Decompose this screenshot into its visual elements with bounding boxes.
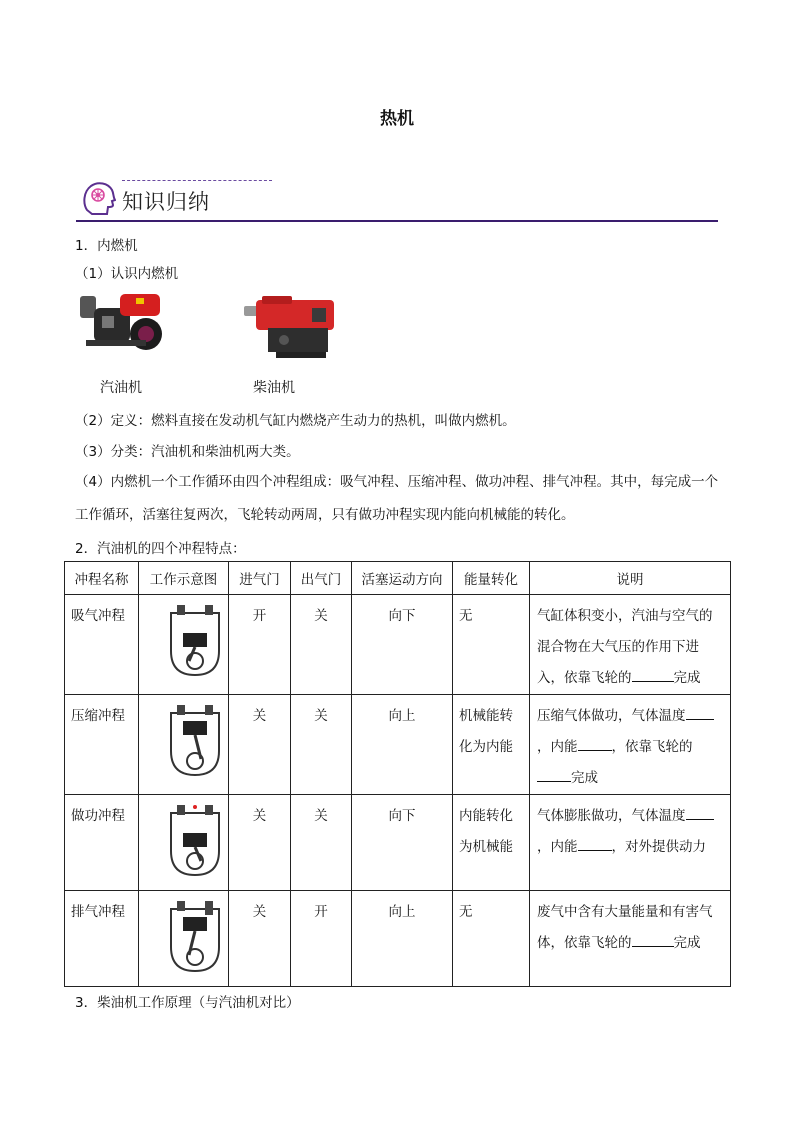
stroke-name: 排气冲程 <box>71 904 125 920</box>
gasoline-engine-image <box>76 288 166 358</box>
stroke-description <box>530 891 730 959</box>
desc-text: ，内能 <box>537 739 578 755</box>
desc-text: 气体膨胀做功，气体温度 <box>537 808 686 824</box>
fill-blank[interactable] <box>686 806 714 821</box>
header-energy-conversion: 能量转化 <box>453 562 530 595</box>
desc-text: 气缸体积变小，汽油与空气的混合物在大气压的作用下进入，依靠飞轮的 <box>537 608 713 686</box>
fill-blank[interactable] <box>632 933 674 948</box>
power-stroke-diagram <box>167 803 223 879</box>
work-cycle-text: （4）内燃机一个工作循环由四个冲程组成：吸气冲程、压缩冲程、做功冲程、排气冲程。其中，每完成一个工作循环，活塞往复两次，飞轮转动两周，只有做功冲程实现内能向机械能的转化。 <box>75 474 719 523</box>
table-row <box>65 795 731 891</box>
fill-blank[interactable] <box>632 668 674 683</box>
diesel-engine-caption: 柴油机 <box>253 380 295 396</box>
stroke-name: 做功冲程 <box>71 808 125 824</box>
gasoline-engine-caption: 汽油机 <box>100 380 142 396</box>
desc-text: ，内能 <box>537 839 578 855</box>
inlet-valve-state: 关 <box>252 904 267 920</box>
inlet-valve-state: 关 <box>252 708 267 724</box>
section-1-sub1: （1）认识内燃机 <box>75 266 179 282</box>
compression-stroke-diagram <box>167 703 223 779</box>
header-piston-direction: 活塞运动方向 <box>352 562 453 595</box>
inlet-valve-state: 关 <box>252 808 267 824</box>
section-1-heading: 1．内燃机 <box>75 238 138 254</box>
stroke-table <box>64 561 731 987</box>
table-row <box>65 891 731 987</box>
inlet-valve-state: 开 <box>252 608 267 624</box>
energy-conversion: 机械能转化为内能 <box>459 708 513 755</box>
desc-text: ，依靠飞轮的 <box>611 739 693 755</box>
desc-text: 完成 <box>673 670 701 686</box>
fill-blank[interactable] <box>578 737 612 752</box>
section-2-heading: 2．汽油机的四个冲程特点： <box>75 541 246 557</box>
stroke-description <box>530 695 730 794</box>
fill-blank[interactable] <box>537 768 571 783</box>
stroke-description <box>530 795 730 863</box>
fill-blank[interactable] <box>578 837 612 852</box>
section-banner <box>76 178 718 222</box>
banner-underline <box>76 220 718 222</box>
energy-conversion: 无 <box>459 608 473 624</box>
diesel-engine-image <box>240 292 340 364</box>
desc-text: ，对外提供动力 <box>611 839 706 855</box>
outlet-valve-state: 开 <box>314 904 328 920</box>
header-outlet-valve: 出气门 <box>291 562 352 595</box>
section-3-heading: 3．柴油机工作原理（与汽油机对比） <box>75 995 300 1011</box>
energy-conversion: 内能转化为机械能 <box>459 808 513 855</box>
brain-head-icon <box>80 180 116 218</box>
piston-direction: 向下 <box>388 808 416 824</box>
fill-blank[interactable] <box>686 706 714 721</box>
stroke-name: 吸气冲程 <box>71 608 125 624</box>
header-description: 说明 <box>530 562 731 595</box>
header-inlet-valve: 进气门 <box>229 562 291 595</box>
piston-direction: 向下 <box>388 608 416 624</box>
table-row <box>65 595 731 695</box>
table-row <box>65 695 731 795</box>
piston-direction: 向上 <box>388 904 416 920</box>
banner-divider <box>122 180 272 181</box>
page-title: 热机 <box>380 109 414 129</box>
desc-text: 废气中含有大量能量和有害气体，依靠飞轮的 <box>537 904 713 951</box>
outlet-valve-state: 关 <box>314 708 328 724</box>
desc-text: 完成 <box>571 770 598 786</box>
banner-title: 知识归纳 <box>122 190 210 214</box>
outlet-valve-state: 关 <box>314 808 328 824</box>
desc-text: 压缩气体做功，气体温度 <box>537 708 686 724</box>
intake-stroke-diagram <box>167 603 223 679</box>
header-diagram: 工作示意图 <box>139 562 229 595</box>
classification-text: （3）分类：汽油机和柴油机两大类。 <box>75 444 300 460</box>
desc-text: 完成 <box>673 935 701 951</box>
outlet-valve-state: 关 <box>314 608 328 624</box>
stroke-description <box>530 595 730 694</box>
definition-text: （2）定义：燃料直接在发动机气缸内燃烧产生动力的热机，叫做内燃机。 <box>75 413 516 429</box>
table-header-row <box>65 562 731 595</box>
stroke-name: 压缩冲程 <box>71 708 125 724</box>
exhaust-stroke-diagram <box>167 899 223 975</box>
header-stroke-name: 冲程名称 <box>65 562 139 595</box>
energy-conversion: 无 <box>459 904 473 920</box>
piston-direction: 向上 <box>388 708 416 724</box>
